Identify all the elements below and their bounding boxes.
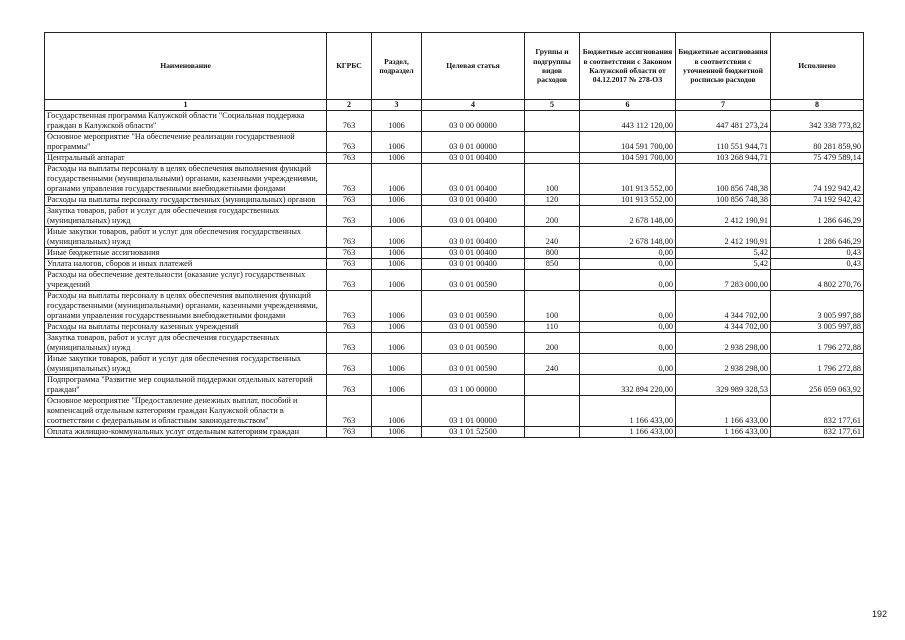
column-number: 6 bbox=[580, 100, 676, 111]
cell-refined: 2 938 298,00 bbox=[676, 354, 771, 375]
cell-kgrbs: 763 bbox=[327, 375, 372, 396]
cell-target: 03 0 01 00590 bbox=[422, 333, 525, 354]
cell-refined: 5,42 bbox=[676, 259, 771, 270]
cell-section: 1006 bbox=[372, 259, 422, 270]
cell-executed: 1 286 646,29 bbox=[771, 206, 864, 227]
table-row bbox=[45, 153, 864, 164]
cell-name: Расходы на обеспечение деятельности (оказание услуг) государственных учреждений bbox=[45, 270, 327, 291]
table-row bbox=[45, 375, 864, 396]
column-number: 4 bbox=[422, 100, 525, 111]
cell-group: 100 bbox=[525, 164, 580, 195]
cell-kgrbs: 763 bbox=[327, 132, 372, 153]
cell-target: 03 0 01 00590 bbox=[422, 354, 525, 375]
cell-section: 1006 bbox=[372, 153, 422, 164]
cell-section: 1006 bbox=[372, 206, 422, 227]
cell-refined: 1 166 433,00 bbox=[676, 396, 771, 427]
cell-law: 0,00 bbox=[580, 291, 676, 322]
table-row bbox=[45, 111, 864, 132]
cell-section: 1006 bbox=[372, 354, 422, 375]
cell-name: Расходы на выплаты персоналу в целях обеспечения выполнения функций государственными (муниципальными) органами, казенными учреждениями, органами управления государственными внебюджетными фондами bbox=[45, 291, 327, 322]
cell-section: 1006 bbox=[372, 270, 422, 291]
cell-refined: 447 481 273,24 bbox=[676, 111, 771, 132]
header-executed: Исполнено bbox=[771, 33, 864, 100]
table-row bbox=[45, 259, 864, 270]
cell-group bbox=[525, 270, 580, 291]
column-number-row bbox=[45, 100, 864, 111]
header-name: Наименование bbox=[45, 33, 327, 100]
cell-name: Иные закупки товаров, работ и услуг для обеспечения государственных (муниципальных) нужд bbox=[45, 354, 327, 375]
column-number: 8 bbox=[771, 100, 864, 111]
cell-section: 1006 bbox=[372, 291, 422, 322]
cell-target: 03 0 01 00590 bbox=[422, 322, 525, 333]
cell-refined: 4 344 702,00 bbox=[676, 291, 771, 322]
cell-kgrbs: 763 bbox=[327, 322, 372, 333]
header-kgrbs: КГРБС bbox=[327, 33, 372, 100]
page-number: 192 bbox=[871, 609, 887, 619]
cell-refined: 100 856 748,38 bbox=[676, 164, 771, 195]
cell-target: 03 0 01 00590 bbox=[422, 291, 525, 322]
cell-target: 03 1 00 00000 bbox=[422, 375, 525, 396]
cell-executed: 3 005 997,88 bbox=[771, 291, 864, 322]
cell-section: 1006 bbox=[372, 164, 422, 195]
table-row bbox=[45, 206, 864, 227]
cell-executed: 80 281 859,90 bbox=[771, 132, 864, 153]
cell-law: 0,00 bbox=[580, 248, 676, 259]
column-number: 5 bbox=[525, 100, 580, 111]
cell-name: Расходы на выплаты персоналу в целях обеспечения выполнения функций государственными (муниципальными) органами, казенными учреждениями, органами управления государственными внебюджетными фондами bbox=[45, 164, 327, 195]
table-row bbox=[45, 427, 864, 438]
cell-law: 0,00 bbox=[580, 354, 676, 375]
table-row bbox=[45, 322, 864, 333]
cell-name: Иные бюджетные ассигнования bbox=[45, 248, 327, 259]
cell-refined: 2 412 190,91 bbox=[676, 206, 771, 227]
cell-law: 1 166 433,00 bbox=[580, 427, 676, 438]
cell-kgrbs: 763 bbox=[327, 427, 372, 438]
cell-group: 120 bbox=[525, 195, 580, 206]
table-row bbox=[45, 270, 864, 291]
cell-executed: 0,43 bbox=[771, 259, 864, 270]
cell-law: 0,00 bbox=[580, 259, 676, 270]
cell-kgrbs: 763 bbox=[327, 164, 372, 195]
cell-law: 0,00 bbox=[580, 322, 676, 333]
cell-name: Закупка товаров, работ и услуг для обеспечения государственных (муниципальных) нужд bbox=[45, 333, 327, 354]
cell-executed: 75 479 589,14 bbox=[771, 153, 864, 164]
cell-group: 240 bbox=[525, 227, 580, 248]
cell-executed: 74 192 942,42 bbox=[771, 195, 864, 206]
cell-name: Расходы на выплаты персоналу государственных (муниципальных) органов bbox=[45, 195, 327, 206]
table-row bbox=[45, 132, 864, 153]
cell-refined: 329 989 328,53 bbox=[676, 375, 771, 396]
header-refined: Бюджетные ассигнования в соответствии с уточненной бюджетной росписью расходов bbox=[676, 33, 771, 100]
cell-law: 104 591 700,00 bbox=[580, 153, 676, 164]
cell-law: 101 913 552,00 bbox=[580, 195, 676, 206]
cell-law: 0,00 bbox=[580, 270, 676, 291]
cell-group: 240 bbox=[525, 354, 580, 375]
header-law: Бюджетные ассигнования в соответствии с Законом Калужской области от 04.12.2017 № 278-ОЗ bbox=[580, 33, 676, 100]
cell-kgrbs: 763 bbox=[327, 206, 372, 227]
table-row bbox=[45, 291, 864, 322]
cell-kgrbs: 763 bbox=[327, 354, 372, 375]
cell-target: 03 1 01 00000 bbox=[422, 396, 525, 427]
cell-kgrbs: 763 bbox=[327, 270, 372, 291]
cell-target: 03 0 01 00400 bbox=[422, 248, 525, 259]
cell-section: 1006 bbox=[372, 111, 422, 132]
cell-group bbox=[525, 427, 580, 438]
cell-target: 03 0 01 00400 bbox=[422, 206, 525, 227]
cell-section: 1006 bbox=[372, 132, 422, 153]
cell-refined: 2 938 298,00 bbox=[676, 333, 771, 354]
cell-kgrbs: 763 bbox=[327, 259, 372, 270]
cell-target: 03 0 01 00400 bbox=[422, 195, 525, 206]
cell-section: 1006 bbox=[372, 375, 422, 396]
cell-law: 0,00 bbox=[580, 333, 676, 354]
cell-refined: 7 283 000,00 bbox=[676, 270, 771, 291]
column-number: 3 bbox=[372, 100, 422, 111]
cell-kgrbs: 763 bbox=[327, 195, 372, 206]
table-row bbox=[45, 333, 864, 354]
cell-group: 200 bbox=[525, 206, 580, 227]
cell-section: 1006 bbox=[372, 227, 422, 248]
cell-group: 850 bbox=[525, 259, 580, 270]
cell-kgrbs: 763 bbox=[327, 396, 372, 427]
cell-name: Основное мероприятие "Предоставление денежных выплат, пособий и компенсаций отдельным категориям граждан Калужской области в соответствии с федеральным и областным законодательством" bbox=[45, 396, 327, 427]
table-body bbox=[45, 111, 864, 438]
cell-group bbox=[525, 132, 580, 153]
cell-executed: 3 005 997,88 bbox=[771, 322, 864, 333]
cell-executed: 74 192 942,42 bbox=[771, 164, 864, 195]
cell-refined: 5,42 bbox=[676, 248, 771, 259]
cell-section: 1006 bbox=[372, 248, 422, 259]
cell-law: 2 678 148,00 bbox=[580, 206, 676, 227]
cell-name: Расходы на выплаты персоналу казенных учреждений bbox=[45, 322, 327, 333]
cell-kgrbs: 763 bbox=[327, 227, 372, 248]
cell-executed: 342 338 773,82 bbox=[771, 111, 864, 132]
column-number: 2 bbox=[327, 100, 372, 111]
cell-group bbox=[525, 111, 580, 132]
cell-executed: 832 177,61 bbox=[771, 427, 864, 438]
table-row bbox=[45, 164, 864, 195]
cell-group bbox=[525, 375, 580, 396]
cell-target: 03 1 01 52500 bbox=[422, 427, 525, 438]
cell-name: Уплата налогов, сборов и иных платежей bbox=[45, 259, 327, 270]
cell-target: 03 0 01 00400 bbox=[422, 259, 525, 270]
cell-name: Иные закупки товаров, работ и услуг для обеспечения государственных (муниципальных) нужд bbox=[45, 227, 327, 248]
cell-law: 443 112 120,00 bbox=[580, 111, 676, 132]
cell-kgrbs: 763 bbox=[327, 111, 372, 132]
cell-name: Оплата жилищно-коммунальных услуг отдельным категориям граждан bbox=[45, 427, 327, 438]
cell-executed: 4 802 270,76 bbox=[771, 270, 864, 291]
header-section: Раздел, подраздел bbox=[372, 33, 422, 100]
cell-law: 2 678 148,00 bbox=[580, 227, 676, 248]
cell-refined: 4 344 702,00 bbox=[676, 322, 771, 333]
cell-section: 1006 bbox=[372, 322, 422, 333]
cell-target: 03 0 01 00400 bbox=[422, 153, 525, 164]
cell-section: 1006 bbox=[372, 195, 422, 206]
cell-kgrbs: 763 bbox=[327, 333, 372, 354]
cell-refined: 110 551 944,71 bbox=[676, 132, 771, 153]
cell-group: 100 bbox=[525, 291, 580, 322]
cell-name: Подпрограмма "Развитие мер социальной поддержки отдельных категорий граждан" bbox=[45, 375, 327, 396]
cell-section: 1006 bbox=[372, 333, 422, 354]
cell-target: 03 0 01 00590 bbox=[422, 270, 525, 291]
header-group: Группы и подгруппы видов расходов bbox=[525, 33, 580, 100]
cell-refined: 103 268 944,71 bbox=[676, 153, 771, 164]
cell-group: 110 bbox=[525, 322, 580, 333]
cell-target: 03 0 01 00400 bbox=[422, 227, 525, 248]
cell-target: 03 0 01 00000 bbox=[422, 132, 525, 153]
cell-name: Центральный аппарат bbox=[45, 153, 327, 164]
table-row bbox=[45, 396, 864, 427]
table-row bbox=[45, 227, 864, 248]
cell-kgrbs: 763 bbox=[327, 248, 372, 259]
cell-kgrbs: 763 bbox=[327, 291, 372, 322]
cell-group: 200 bbox=[525, 333, 580, 354]
cell-executed: 256 059 063,92 bbox=[771, 375, 864, 396]
cell-refined: 1 166 433,00 bbox=[676, 427, 771, 438]
cell-law: 1 166 433,00 bbox=[580, 396, 676, 427]
header-target: Целевая статья bbox=[422, 33, 525, 100]
cell-executed: 832 177,61 bbox=[771, 396, 864, 427]
column-number: 7 bbox=[676, 100, 771, 111]
cell-refined: 100 856 748,38 bbox=[676, 195, 771, 206]
budget-execution-table bbox=[44, 32, 864, 438]
cell-name: Государственная программа Калужской области "Социальная поддержка граждан в Калужской области" bbox=[45, 111, 327, 132]
cell-executed: 0,43 bbox=[771, 248, 864, 259]
cell-name: Основное мероприятие "На обеспечение реализации государственной программы" bbox=[45, 132, 327, 153]
cell-law: 101 913 552,00 bbox=[580, 164, 676, 195]
cell-kgrbs: 763 bbox=[327, 153, 372, 164]
cell-executed: 1 796 272,88 bbox=[771, 354, 864, 375]
cell-law: 104 591 700,00 bbox=[580, 132, 676, 153]
cell-target: 03 0 00 00000 bbox=[422, 111, 525, 132]
table-row bbox=[45, 354, 864, 375]
cell-group bbox=[525, 396, 580, 427]
table-header-row bbox=[45, 33, 864, 100]
column-number: 1 bbox=[45, 100, 327, 111]
table-row bbox=[45, 195, 864, 206]
cell-group: 800 bbox=[525, 248, 580, 259]
cell-name: Закупка товаров, работ и услуг для обеспечения государственных (муниципальных) нужд bbox=[45, 206, 327, 227]
cell-target: 03 0 01 00400 bbox=[422, 164, 525, 195]
cell-executed: 1 286 646,29 bbox=[771, 227, 864, 248]
cell-group bbox=[525, 153, 580, 164]
table-row bbox=[45, 248, 864, 259]
cell-section: 1006 bbox=[372, 427, 422, 438]
cell-law: 332 894 220,00 bbox=[580, 375, 676, 396]
cell-section: 1006 bbox=[372, 396, 422, 427]
cell-refined: 2 412 190,91 bbox=[676, 227, 771, 248]
cell-executed: 1 796 272,88 bbox=[771, 333, 864, 354]
